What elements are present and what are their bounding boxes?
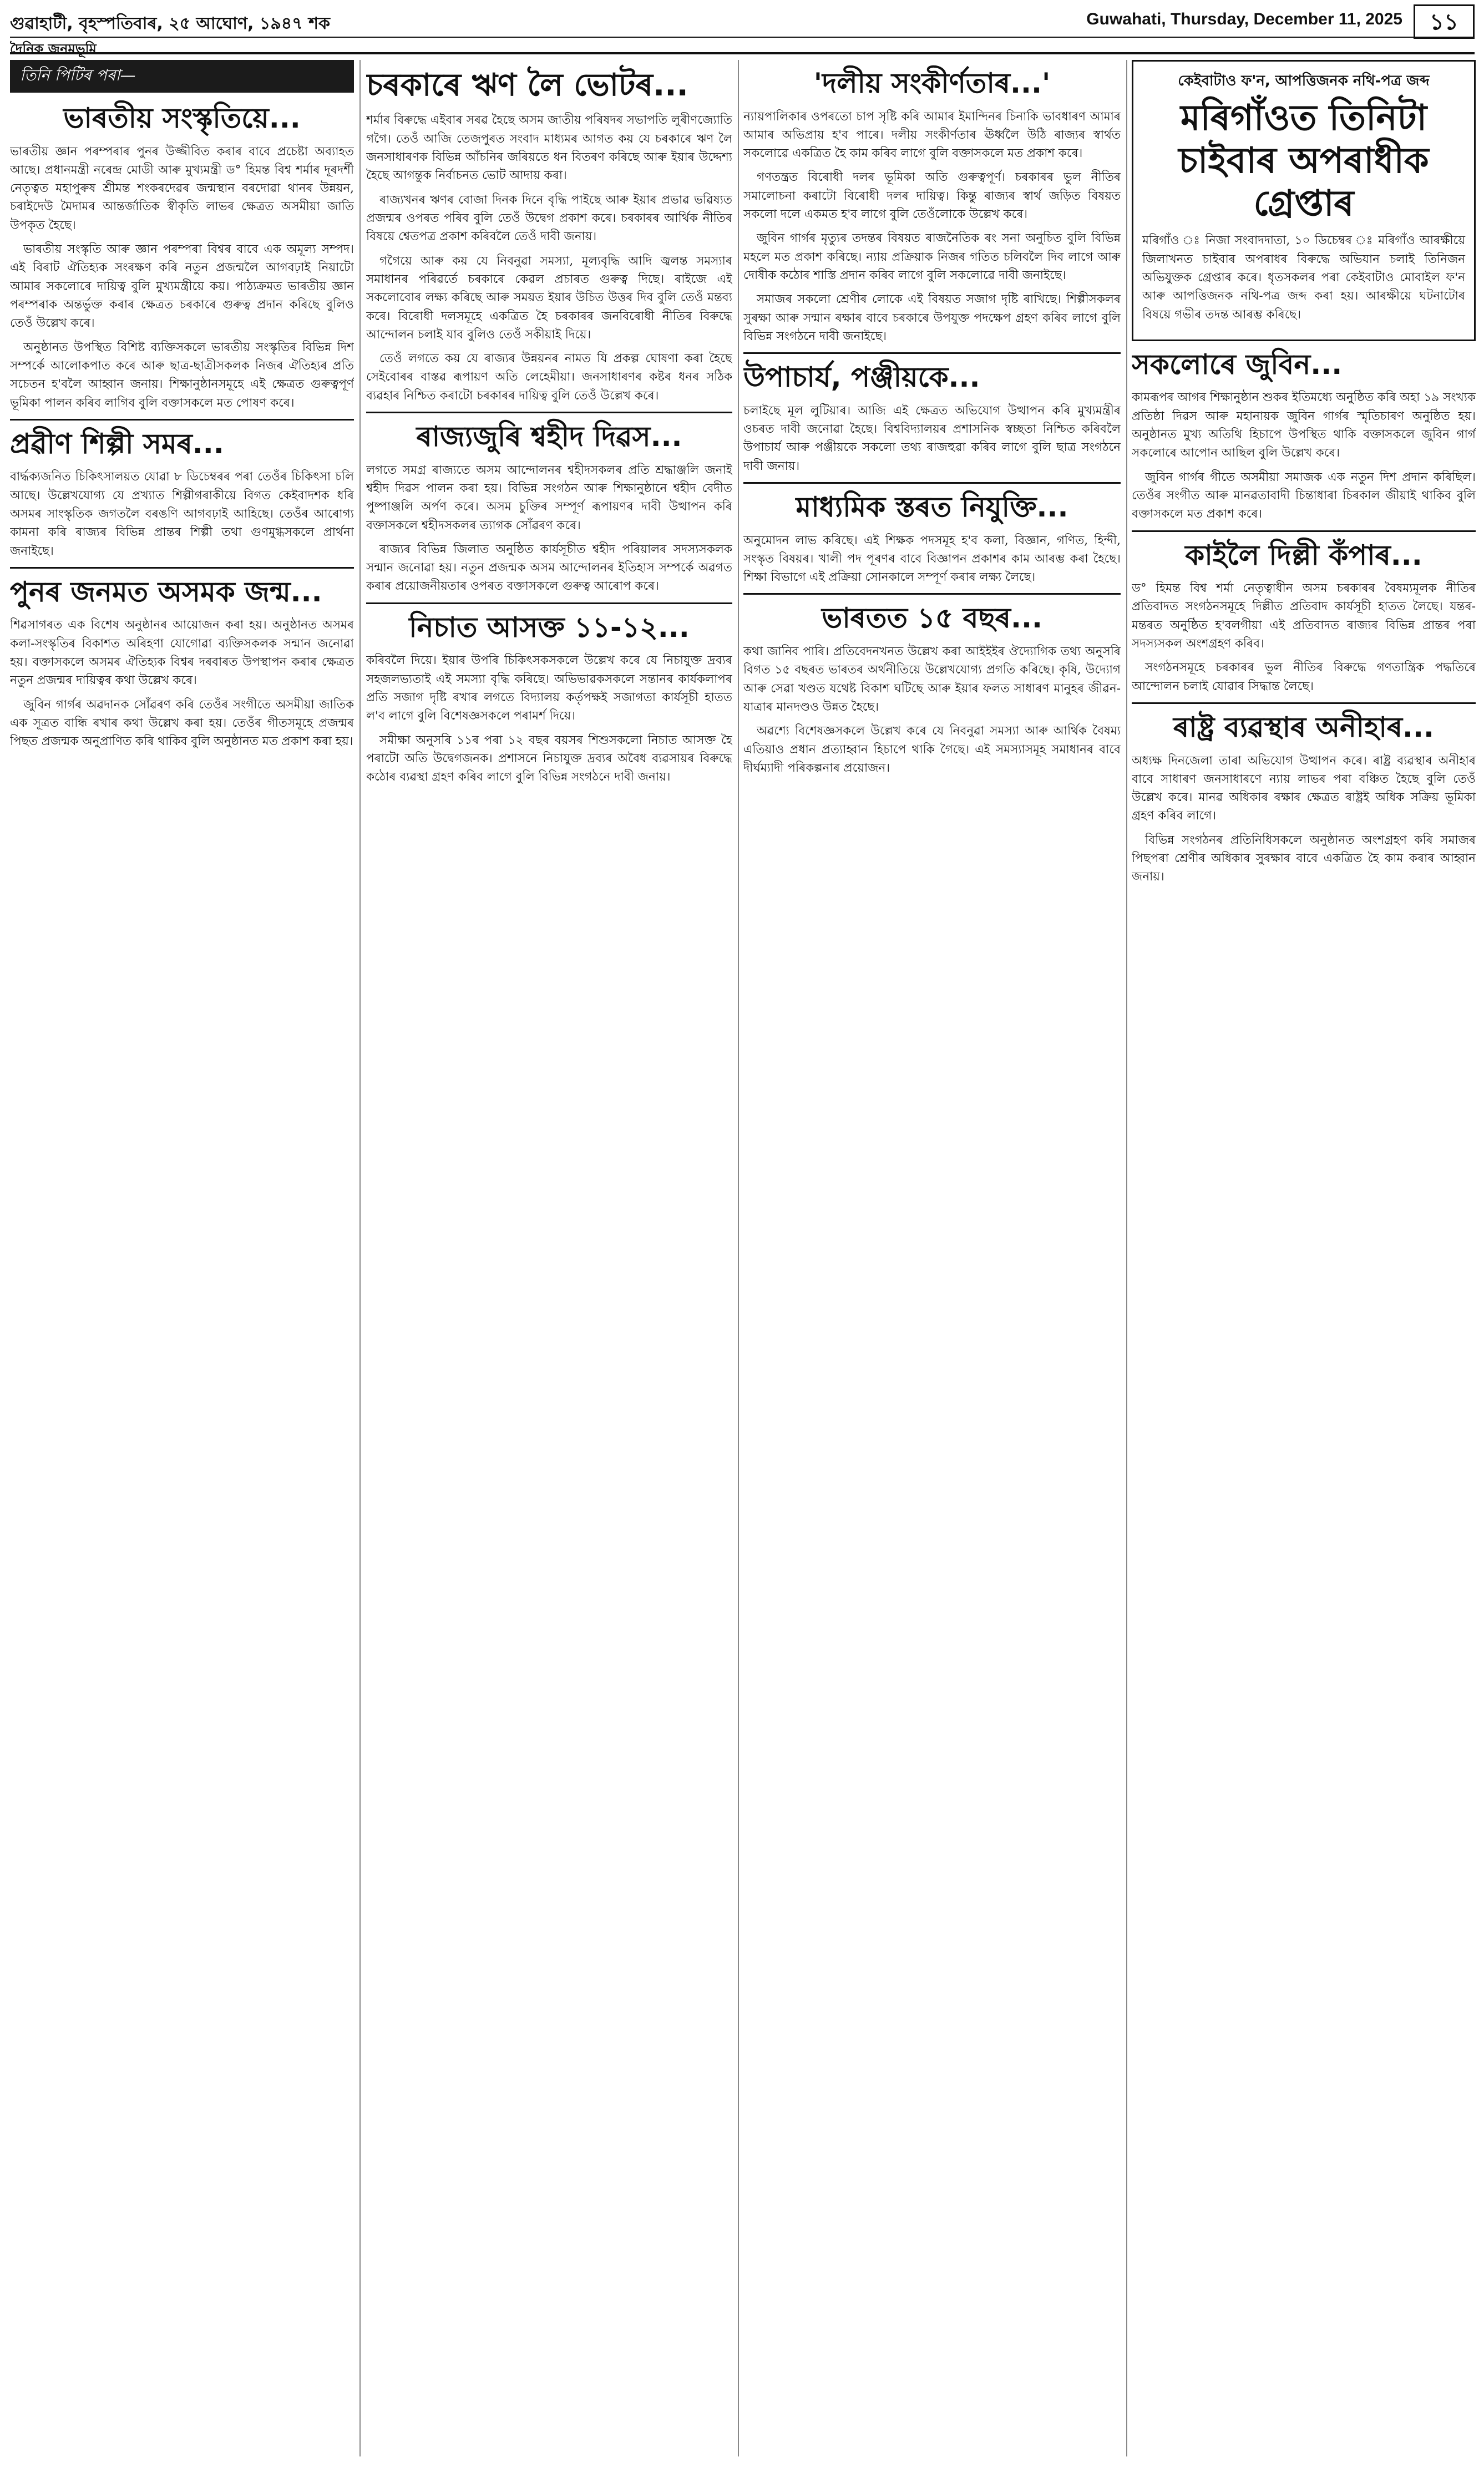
article-rashtra-byabastha xyxy=(1132,712,1476,887)
article-headline: চৰকাৰে ঋণ লৈ ভোটৰ... xyxy=(366,67,688,103)
article-headline: নিচাত আসক্ত ১১-১২... xyxy=(409,611,690,644)
article-paragraph: তেওঁ লগতে কয় যে ৰাজ্যৰ উন্নয়নৰ নামত যি প্ৰকল্প ঘোষণা কৰা হৈছে সেইবোৰৰ বাস্তৱ ৰূপায়ণ অতি লেহেমীয়া। জনসাধাৰণৰ কষ্টৰ ধনৰ সঠিক ব্যৱহাৰ নিশ্চিত কৰাটো চৰকাৰৰ দায়িত্ব বুলি তেওঁ উল্লেখ কৰে। xyxy=(366,352,732,403)
article-headline: 'দলীয় সংকীৰ্ণতাৰ...' xyxy=(813,67,1051,99)
column-2 xyxy=(366,60,732,2456)
column-3 xyxy=(743,60,1121,2456)
paper-name-bar xyxy=(10,37,1475,57)
article-dalia-sankirnata xyxy=(743,68,1121,346)
article-shahid-dibas xyxy=(366,421,732,596)
column-divider xyxy=(738,60,739,2456)
article-probin-shilpi xyxy=(10,428,354,560)
article-paragraph: ন্যায়পালিকাৰ ওপৰতো চাপ সৃষ্টি কৰি আমাৰ ইমান্দিনৰ চিনাকি ভাবধাৰণ আমাৰ আমাৰ অভিপ্ৰায় হ'ব পাৰে। দলীয় সংকীৰ্ণতাৰ ঊৰ্ধ্বলৈ উঠি ৰাজ্যৰ স্বাৰ্থত সকলোৱে একত্ৰিত হৈ কাম কৰিব লাগে বুলি বক্তাসকলে মত প্ৰকাশ কৰে। xyxy=(743,109,1121,161)
article-divider xyxy=(366,602,732,604)
article-paragraph: বাৰ্দ্ধক্যজনিত চিকিৎসালয়ত যোৱা ৮ ডিচেম্বৰৰ পৰা তেওঁৰ চিকিৎসা চলি আছে। উল্লেখযোগ্য যে প্ৰখ্যাত শিল্পীগৰাকীয়ে বিগত কেইবাদশক ধৰি অসমৰ সাংস্কৃতিক জগতলৈ বৰঙণি আগবঢ়াই আহিছে। তেওঁৰ আৰোগ্য কামনা কৰি ৰাজ্যৰ বিভিন্ন প্ৰান্তৰ শিল্পী তথা গুণমুগ্ধসকলে প্ৰাৰ্থনা জনাইছে। xyxy=(10,470,354,558)
article-paragraph: বিভিন্ন সংগঠনৰ প্ৰতিনিধিসকলে অনুষ্ঠানত অংশগ্ৰহণ কৰি সমাজৰ পিছপৰা শ্ৰেণীৰ অধিকাৰ সুৰক্ষাৰ বাবে একত্ৰিত হৈ কাম কৰাৰ আহ্বান জনায়। xyxy=(1132,833,1476,884)
article-headline: মৰিগাঁওত তিনিটা চাইবাৰ অপৰাধীক গ্ৰেপ্তাৰ xyxy=(1178,98,1429,224)
article-delhi-kopar xyxy=(1132,540,1476,696)
article-paragraph: মৰিগাঁও ঃ নিজা সংবাদদাতা, ১০ ডিচেম্বৰ ঃ মৰিগাঁও আৰক্ষীয়ে জিলাখনত চাইবাৰ অপৰাধৰ বিৰুদ্ধে অভিযান চলাই তিনিজন অভিযুক্তক গ্ৰেপ্তাৰ কৰে। ধৃতসকলৰ পৰা কেইবাটাও মোবাইল ফ'ন আৰু আপত্তিজনক নথি-পত্ৰ জব্দ কৰা হয়। আৰক্ষীয়ে ঘটনাটোৰ বিষয়ে গভীৰ তদন্ত আৰম্ভ কৰিছে। xyxy=(1142,234,1465,322)
article-headline: ৰাষ্ট্ৰ ব্যৱস্থাৰ অনীহাৰ... xyxy=(1173,711,1435,744)
article-paragraph: শৰ্মাৰ বিৰুদ্ধে এইবাৰ সৰৱ হৈছে অসম জাতীয় পৰিষদৰ সভাপতি লুৰীণজ্যোতি গগৈ। তেওঁ আজি তেজপুৰত সংবাদ মাধ্যমৰ আগত কয় যে চৰকাৰে ঋণ লৈ জনসাধাৰণক বিভিন্ন আঁচনিৰ জৰিয়তে ধন বিতৰণ কৰিছে আৰু ইয়াৰ উদ্দেশ্য হৈছে আগন্তুক নিৰ্বাচনত ভোট আদায় কৰা। xyxy=(366,113,732,183)
article-headline: প্ৰৱীণ শিল্পী সমৰ... xyxy=(10,427,224,460)
article-divider xyxy=(10,419,354,421)
article-upacharya xyxy=(743,362,1121,475)
article-divider xyxy=(1132,702,1476,704)
article-paragraph: কৰিবলৈ দিয়ে। ইয়াৰ উপৰি চিকিৎসকসকলে উল্লেখ কৰে যে নিচাযুক্ত দ্ৰব্যৰ সহজলভ্যতাই এই সমস্যা বৃদ্ধি কৰিছে। অভিভাৱকসকলে সন্তানৰ কাৰ্যকলাপৰ প্ৰতি সজাগ দৃষ্টি ৰখাৰ লগতে বিদ্যালয় কৰ্তৃপক্ষই সজাগতা কাৰ্যসূচী হাতত ল'ব লাগে বুলি বিশেষজ্ঞসকলে পৰামৰ্শ দিয়ে। xyxy=(366,654,732,723)
section-tag: তিনি পিটিৰ পৰা— xyxy=(10,60,354,93)
article-sarkar-rin xyxy=(366,68,732,405)
article-paragraph: শিৱসাগৰত এক বিশেষ অনুষ্ঠানৰ আয়োজন কৰা হয়। অনুষ্ঠানত অসমৰ কলা-সংস্কৃতিৰ বিকাশত অৰিহণা যোগোৱা ব্যক্তিসকলক সন্মান জনোৱা হয়। বক্তাসকলে অসমৰ ঐতিহ্যক বিশ্বৰ দৰবাৰত উপস্থাপন কৰাৰ ক্ষেত্ৰত নতুন প্ৰজন্মৰ দায়িত্বৰ কথা উল্লেখ কৰে। xyxy=(10,618,354,688)
article-paragraph: অনুষ্ঠানত উপস্থিত বিশিষ্ট ব্যক্তিসকলে ভাৰতীয় সংস্কৃতিৰ বিভিন্ন দিশ সম্পৰ্কে আলোকপাত কৰে আৰু ছাত্ৰ-ছাত্ৰীসকলক নিজৰ ঐতিহ্যৰ প্ৰতি সচেতন হ'বলৈ আহ্বান জনায়। শিক্ষানুষ্ঠানসমূহে এই ক্ষেত্ৰত গুৰুত্বপূৰ্ণ ভূমিকা পালন কৰিব লাগিব বুলি বক্তাসকলে মত পোষণ কৰে। xyxy=(10,340,354,410)
article-headline: পুনৰ জনমত অসমক জন্ম... xyxy=(10,575,322,608)
article-paragraph: সমাজৰ সকলো শ্ৰেণীৰ লোকে এই বিষয়ত সজাগ দৃষ্টি ৰাখিছে। শিল্পীসকলৰ সুৰক্ষা আৰু সন্মান ৰক্ষাৰ বাবে চৰকাৰে উপযুক্ত পদক্ষেপ গ্ৰহণ কৰিব লাগে বুলি বিভিন্ন সংগঠনে দাবী জনাইছে। xyxy=(743,292,1121,343)
article-paragraph: চলাইছে মূল লুটিয়াৰ। আজি এই ক্ষেত্ৰত অভিযোগ উত্থাপন কৰি মুখ্যমন্ত্ৰীৰ ওচৰত দাবী জনোৱা হৈছে। বিশ্ববিদ্যালয়ৰ প্ৰশাসনিক স্বচ্ছতা নিশ্চিত কৰিবলৈ উপাচাৰ্য আৰু পঞ্জীয়কে সকলো তথ্য ৰাজহুৱা কৰিব লাগে বুলি ছাত্ৰ সংগঠনে দাবী জনায়। xyxy=(743,403,1121,473)
article-headline: ভাৰতীয় সংস্কৃতিয়ে... xyxy=(63,102,301,134)
article-divider xyxy=(10,567,354,569)
article-paragraph: অনুমোদন লাভ কৰিছে। এই শিক্ষক পদসমূহ হ'ব কলা, বিজ্ঞান, গণিত, হিন্দী, সংস্কৃত বিষয়ৰ। খালী পদ পূৰণৰ বাবে বিজ্ঞাপন প্ৰকাশৰ কাম আৰম্ভ কৰা হৈছে। শিক্ষা বিভাগে এই প্ৰক্ৰিয়া সোনকালে সম্পূৰ্ণ কৰাৰ লক্ষ্য লৈছে। xyxy=(743,533,1121,585)
article-paragraph: ড° হিমন্ত বিশ্ব শৰ্মা নেতৃত্বাধীন অসম চৰকাৰৰ বৈষম্যমূলক নীতিৰ প্ৰতিবাদত সংগঠনসমূহে দিল্লীত প্ৰতিবাদ কাৰ্যসূচী হাতত লৈছে। যন্তৰ-মন্তৰত অনুষ্ঠিত হ'বলগীয়া এই প্ৰতিবাদত ৰাজ্যৰ বিভিন্ন প্ৰান্তৰ পৰা সদস্যসকল অংশগ্ৰহণ কৰিব। xyxy=(1132,581,1476,651)
article-nisa-asakta xyxy=(366,612,732,787)
article-paragraph: ভাৰতীয় জ্ঞান পৰম্পৰাৰ পুনৰ উজ্জীবিত কৰাৰ বাবে প্ৰচেষ্টা অব্যাহত আছে। প্ৰধানমন্ত্ৰী নৰেন্দ্ৰ মোডী আৰু মুখ্যমন্ত্ৰী ড° হিমন্ত বিশ্ব শৰ্মাৰ দূৰদৰ্শী নেতৃত্বত মহাপুৰুষ শ্ৰীমন্ত শংকৰদেৱৰ জন্মস্থান বৰদোৱা থানৰ উন্নয়ন, চৰাইদেউ মৈদামৰ আন্তৰ্জাতিক স্বীকৃতি লাভৰ ক্ষেত্ৰত অসমীয়া জাতি উপকৃত হৈছে। xyxy=(10,144,354,232)
article-divider xyxy=(1132,530,1476,532)
article-paragraph: কামৰূপৰ আগৰ শিক্ষানুষ্ঠান শুকৰ ইতিমধ্যে অনুষ্ঠিত কৰি অহা ১৯ সংখ্যক প্ৰতিষ্ঠা দিৱস আৰু মহানায়ক জুবিন গাৰ্গৰ স্মৃতিচাৰণ অনুষ্ঠিত হয়। অনুষ্ঠানত মুখ্য অতিথি হিচাপে উপস্থিত থাকি বক্তাসকলে জুবিন গাৰ্গ সকলোৰে আপোন আছিল বুলি উল্লেখ কৰে। xyxy=(1132,391,1476,460)
article-headline: মাধ্যমিক স্তৰত নিযুক্তি... xyxy=(796,491,1068,523)
article-bharat-15-bosor xyxy=(743,602,1121,777)
article-kicker: কেইবাটাও ফ'ন, আপত্তিজনক নথি-পত্ৰ জব্দ xyxy=(1178,73,1430,89)
article-divider xyxy=(366,412,732,413)
article-paragraph: জুবিন গাৰ্গৰ অৱদানক সোঁৱৰণ কৰি তেওঁৰ সংগীতে অসমীয়া জাতিক এক সূত্ৰত বান্ধি ৰখাৰ কথা উল্লেখ কৰা হয়। তেওঁৰ গীতসমূহে প্ৰজন্মৰ পিছত প্ৰজন্মক অনুপ্ৰাণিত কৰি থাকিব বুলি অনুষ্ঠানত মত প্ৰকাশ কৰা হয়। xyxy=(10,697,354,749)
article-headline: সকলোৰে জুবিন... xyxy=(1132,348,1343,381)
page-header xyxy=(10,4,1475,55)
article-paragraph: জুবিন গাৰ্গৰ মৃত্যুৰ তদন্তৰ বিষয়ত ৰাজনৈতিক ৰং সনা অনুচিত বুলি বিভিন্ন মহলে মত প্ৰকাশ কৰিছে। ন্যায় প্ৰক্ৰিয়াক নিজৰ গতিত চলিবলৈ দিব লাগে আৰু দোষীক কঠোৰ শাস্তি প্ৰদান কৰিব লাগে বুলি সকলোৱে দাবী জনাইছে। xyxy=(743,231,1121,282)
article-punar-janamat xyxy=(10,576,354,751)
article-divider xyxy=(743,482,1121,484)
article-headline: ভাৰতত ১৫ বছৰ... xyxy=(822,602,1042,635)
article-headline: উপাচাৰ্য, পঞ্জীয়কে... xyxy=(743,361,980,394)
date-assamese: গুৱাহাটী, বৃহস্পতিবাৰ, ২৫ আঘোণ, ১৯৪৭ শক xyxy=(10,14,330,33)
article-bharatiya-sanskriti xyxy=(10,103,354,412)
article-paragraph: ৰাজ্যৰ বিভিন্ন জিলাত অনুষ্ঠিত কাৰ্যসূচীত শ্বহীদ পৰিয়ালৰ সদস্যসকলক সন্মান জনোৱা হয়। নতুন প্ৰজন্মক অসম আন্দোলনৰ ইতিহাস সম্পৰ্কে অৱগত কৰাৰ প্ৰয়োজনীয়তাৰ ওপৰত বক্তাসকলে গুৰুত্ব আৰোপ কৰে। xyxy=(366,542,732,594)
paper-name: দৈনিক জনমভূমি xyxy=(10,41,97,57)
article-headline: ৰাজ্যজুৰি শ্বহীদ দিৱস... xyxy=(416,421,682,453)
article-morigaon-cyber xyxy=(1132,60,1476,341)
article-paragraph: ভাৰতীয় সংস্কৃতি আৰু জ্ঞান পৰম্পৰা বিশ্বৰ বাবে এক অমূল্য সম্পদ। এই বিৰাট ঐতিহ্যক সংৰক্ষণ কৰি নতুন প্ৰজন্মলৈ আগবঢ়াই নিয়াটো আমাৰ সকলোৰে দায়িত্ব বুলি মুখ্যমন্ত্ৰীয়ে কয়। পাঠ্যক্ৰমত ভাৰতীয় জ্ঞান পৰম্পৰাক অন্তৰ্ভুক্ত কৰাৰ ক্ষেত্ৰত চৰকাৰে গুৰুত্ব প্ৰদান কৰিছে বুলিও তেওঁ উল্লেখ কৰে। xyxy=(10,242,354,331)
column-divider xyxy=(1126,60,1127,2456)
article-divider xyxy=(743,352,1121,354)
article-paragraph: ৰাজ্যখনৰ ঋণৰ বোজা দিনক দিনে বৃদ্ধি পাইছে আৰু ইয়াৰ প্ৰভাৱ ভৱিষ্যত প্ৰজন্মৰ ওপৰত পৰিব বুলি তেওঁ উদ্বেগ প্ৰকাশ কৰে। চৰকাৰৰ আৰ্থিক নীতিৰ বিষয়ে শ্বেতপত্ৰ প্ৰকাশ কৰিবলৈ তেওঁ দাবী জনায়। xyxy=(366,193,732,244)
date-english: Guwahati, Thursday, December 11, 2025 xyxy=(1086,10,1402,28)
article-paragraph: গগৈয়ে আৰু কয় যে নিবনুৱা সমস্যা, মূল্যবৃদ্ধি আদি জ্বলন্ত সমস্যাৰ সমাধানৰ পৰিৱৰ্তে চৰকাৰে কেৱল প্ৰচাৰত গুৰুত্ব দিছে। ৰাইজে এই সকলোবোৰ লক্ষ্য কৰিছে আৰু সময়ত ইয়াৰ উচিত উত্তৰ দিব বুলি তেওঁ মন্তব্য কৰে। বিৰোধী দলসমূহে একত্ৰিত হৈ চৰকাৰৰ জনবিৰোধী নীতিৰ বিৰুদ্ধে আন্দোলন চলাই যাব বুলিও তেওঁ সকীয়াই দিয়ে। xyxy=(366,254,732,342)
article-paragraph: অৱশ্যে বিশেষজ্ঞসকলে উল্লেখ কৰে যে নিবনুৱা সমস্যা আৰু আৰ্থিক বৈষম্য এতিয়াও প্ৰধান প্ৰত্যাহ্বান হিচাপে থাকি গৈছে। এই সমস্যাসমূহ সমাধানৰ বাবে দীৰ্ঘম্যাদী পৰিকল্পনাৰ প্ৰয়োজন। xyxy=(743,724,1121,775)
article-paragraph: জুবিন গাৰ্গৰ গীতে অসমীয়া সমাজক এক নতুন দিশ প্ৰদান কৰিছিল। তেওঁৰ সংগীত আৰু মানৱতাবাদী চিন্তাধাৰা চিৰকাল জীয়াই থাকিব বুলি বক্তাসকলে মত প্ৰকাশ কৰে। xyxy=(1132,470,1476,521)
column-1 xyxy=(10,60,354,2456)
article-paragraph: সমীক্ষা অনুসৰি ১১ৰ পৰা ১২ বছৰ বয়সৰ শিশুসকলো নিচাত আসক্ত হৈ পৰাটো অতি উদ্বেগজনক। প্ৰশাসনে নিচাযুক্ত দ্ৰব্যৰ অবৈধ ব্যৱসায়ৰ বিৰুদ্ধে কঠোৰ ব্যৱস্থা গ্ৰহণ কৰিব লাগে বুলি বিভিন্ন সংগঠনে দাবী জনায়। xyxy=(366,733,732,784)
article-madhyamik-niyukti xyxy=(743,492,1121,586)
article-paragraph: সংগঠনসমূহে চৰকাৰৰ ভুল নীতিৰ বিৰুদ্ধে গণতান্ত্ৰিক পদ্ধতিৰে আন্দোলন চলাই যোৱাৰ সিদ্ধান্ত লৈছে। xyxy=(1132,661,1476,693)
column-4 xyxy=(1132,60,1476,2456)
page-number: ১১ xyxy=(1414,4,1475,39)
article-paragraph: কথা জানিব পাৰি। প্ৰতিবেদনখনত উল্লেখ কৰা আইইইৰ ঔদ্যোগিক তথ্য অনুসৰি বিগত ১৫ বছৰত ভাৰতৰ অৰ্থনীতিয়ে উল্লেখযোগ্য প্ৰগতি কৰিছে। কৃষি, উদ্যোগ আৰু সেৱা খণ্ডত যথেষ্ট বিকাশ ঘটিছে আৰু ইয়াৰ ফলত সাধাৰণ মানুহৰ জীৱন-যাত্ৰাৰ মানদণ্ডও উন্নত হৈছে। xyxy=(743,644,1121,714)
article-headline: কাইলৈ দিল্লী কঁপাৰ... xyxy=(1185,539,1422,571)
article-paragraph: গণতন্ত্ৰত বিৰোধী দলৰ ভূমিকা অতি গুৰুত্বপূৰ্ণ। চৰকাৰৰ ভুল নীতিৰ সমালোচনা কৰাটো বিৰোধী দলৰ দায়িত্ব। কিন্তু ৰাজ্যৰ স্বাৰ্থ জড়িত বিষয়ত সকলো দলে একমত হ'ব লাগে বুলি তেওঁলোকে উল্লেখ কৰে। xyxy=(743,170,1121,222)
column-divider xyxy=(359,60,361,2456)
article-paragraph: অধ্যক্ষ দিনজেলা তাৰা অভিযোগ উত্থাপন কৰে। ৰাষ্ট্ৰ ব্যৱস্থাৰ অনীহাৰ বাবে সাধাৰণ জনসাধাৰণে ন্যায় লাভৰ পৰা বঞ্চিত হৈছে বুলি তেওঁ উল্লেখ কৰে। মানৱ অধিকাৰ ৰক্ষাৰ ক্ষেত্ৰত ৰাষ্ট্ৰই অধিক সক্ৰিয় ভূমিকা গ্ৰহণ কৰিব লাগে। xyxy=(1132,753,1476,823)
article-sakalore-zubeen xyxy=(1132,349,1476,524)
article-paragraph: লগতে সমগ্ৰ ৰাজ্যতে অসম আন্দোলনৰ শ্বহীদসকলৰ প্ৰতি শ্ৰদ্ধাঞ্জলি জনাই শ্বহীদ দিৱস পালন কৰা হয়। বিভিন্ন সংগঠন আৰু শিক্ষানুষ্ঠানে শ্বহীদ বেদীত পুষ্পাঞ্জলি অৰ্পণ কৰে। অসম চুক্তিৰ সম্পূৰ্ণ ৰূপায়ণৰ দাবী উত্থাপন কৰি বক্তাসকলে শ্বহীদসকলৰ ত্যাগক সোঁৱৰণ কৰে। xyxy=(366,463,732,533)
article-divider xyxy=(743,593,1121,595)
